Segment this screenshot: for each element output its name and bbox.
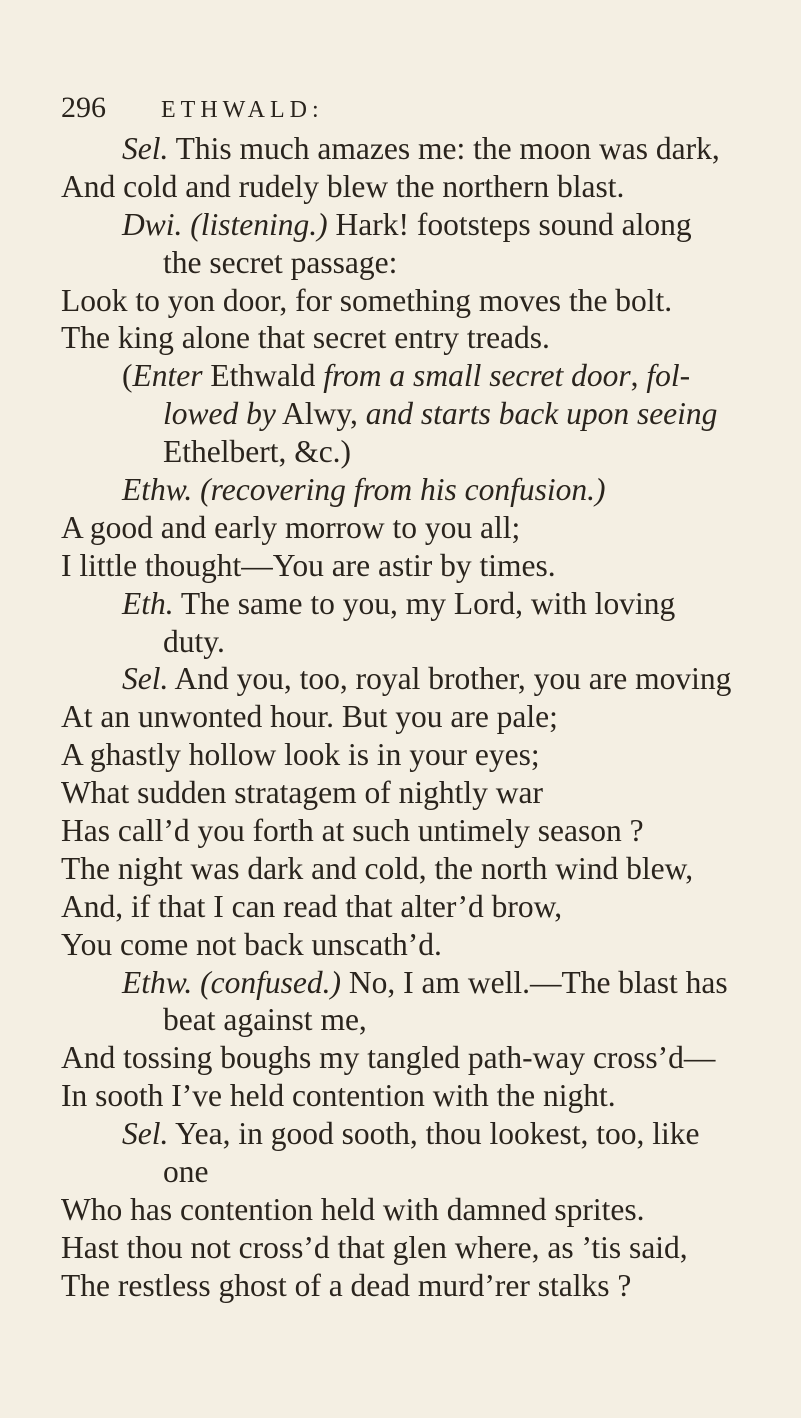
text-line	[61, 282, 781, 320]
stage-direction: Enter	[132, 358, 203, 394]
speaker-name: Eth.	[122, 585, 174, 621]
line-text: Look to yon door, for something moves the bolt.	[61, 282, 673, 318]
stage-direction: from a small secret door	[323, 358, 631, 394]
text-line	[61, 736, 781, 774]
line-text: The restless ghost of a dead murd’rer stalks ?	[61, 1267, 632, 1303]
speaker-name: Sel.	[122, 661, 169, 697]
text-line	[61, 623, 781, 661]
text-line	[61, 357, 781, 395]
line-text: one	[163, 1154, 209, 1190]
line-text: And tossing boughs my tangled path-way cross’d—	[61, 1040, 716, 1076]
text-line	[61, 509, 781, 547]
line-text: And, if that I can read that alter’d brow,	[61, 888, 563, 924]
text-line	[61, 850, 781, 888]
line-text: The same to you, my Lord, with loving	[173, 585, 676, 621]
line-text: And cold and rudely blew the northern blast.	[61, 168, 625, 204]
text-line	[61, 660, 781, 698]
line-text: Hark! footsteps sound along	[327, 206, 692, 242]
line-text: At an unwonted hour. But you are pale;	[61, 699, 558, 735]
stage-direction: lowed by	[163, 396, 276, 432]
stage-direction: fol-	[646, 358, 691, 394]
text-line	[61, 585, 781, 623]
line-text: Alwy,	[275, 396, 366, 432]
page-header	[61, 93, 324, 123]
text-line	[61, 1153, 781, 1191]
speaker-name: Ethw.	[122, 472, 193, 508]
play-text	[61, 130, 781, 1305]
line-text: Ethelbert, &c.)	[163, 434, 352, 470]
text-line	[61, 1191, 781, 1229]
text-line	[61, 964, 781, 1002]
text-line	[61, 547, 781, 585]
text-line	[61, 319, 781, 357]
text-line	[61, 1039, 781, 1077]
stage-direction: (confused.)	[200, 964, 341, 1000]
text-line	[61, 1267, 781, 1305]
line-text: ,	[630, 358, 647, 394]
line-text: A good and early morrow to you all;	[61, 509, 521, 545]
line-text: A ghastly hollow look is in your eyes;	[61, 737, 540, 773]
text-line	[61, 926, 781, 964]
line-text: The king alone that secret entry treads.	[61, 320, 550, 356]
text-line	[61, 395, 781, 433]
text-line	[61, 244, 781, 282]
line-text: the secret passage:	[163, 244, 398, 280]
text-line	[61, 888, 781, 926]
text-line	[61, 1115, 781, 1153]
text-line	[61, 1229, 781, 1267]
line-text: You come not back unscath’d.	[61, 926, 442, 962]
line-text: In sooth I’ve held contention with the night.	[61, 1078, 616, 1114]
text-line	[61, 130, 781, 168]
speaker-name: Dwi.	[122, 206, 183, 242]
line-text: What sudden stratagem of nightly war	[61, 775, 543, 811]
line-text: And you, too, royal brother, you are moving	[168, 661, 732, 697]
line-text: (	[122, 358, 133, 394]
text-line	[61, 1001, 781, 1039]
line-text: I little thought—You are astir by times.	[61, 547, 556, 583]
line-text: Yea, in good sooth, thou lookest, too, like	[168, 1116, 700, 1152]
line-text: No, I am well.—The blast has	[341, 964, 728, 1000]
line-text: Has call’d you forth at such untimely season ?	[61, 813, 644, 849]
speaker-name: Sel.	[122, 131, 169, 166]
line-text: Ethwald	[202, 358, 324, 394]
line-text: duty.	[163, 623, 225, 659]
stage-direction: (recovering from his confusion.)	[200, 472, 606, 508]
text-line	[61, 168, 781, 206]
stage-direction: and starts back upon seeing	[365, 396, 718, 432]
text-line	[61, 471, 781, 509]
line-text: Who has contention held with damned sprites.	[61, 1191, 645, 1227]
line-text: The night was dark and cold, the north wind blew,	[61, 850, 694, 886]
line-text: beat against me,	[163, 1002, 367, 1038]
line-text: This much amazes me: the moon was dark,	[168, 131, 720, 166]
text-line	[61, 698, 781, 736]
text-line	[61, 812, 781, 850]
speaker-name: Sel.	[122, 1116, 169, 1152]
page-number: 296	[61, 91, 106, 124]
text-line	[61, 774, 781, 812]
running-title: ETHWALD:	[161, 97, 324, 123]
speaker-name: Ethw.	[122, 964, 193, 1000]
text-line	[61, 1077, 781, 1115]
text-line	[61, 206, 781, 244]
text-line	[61, 433, 781, 471]
line-text: Hast thou not cross’d that glen where, as ’tis said,	[61, 1229, 688, 1265]
stage-direction: (listening.)	[190, 206, 328, 242]
